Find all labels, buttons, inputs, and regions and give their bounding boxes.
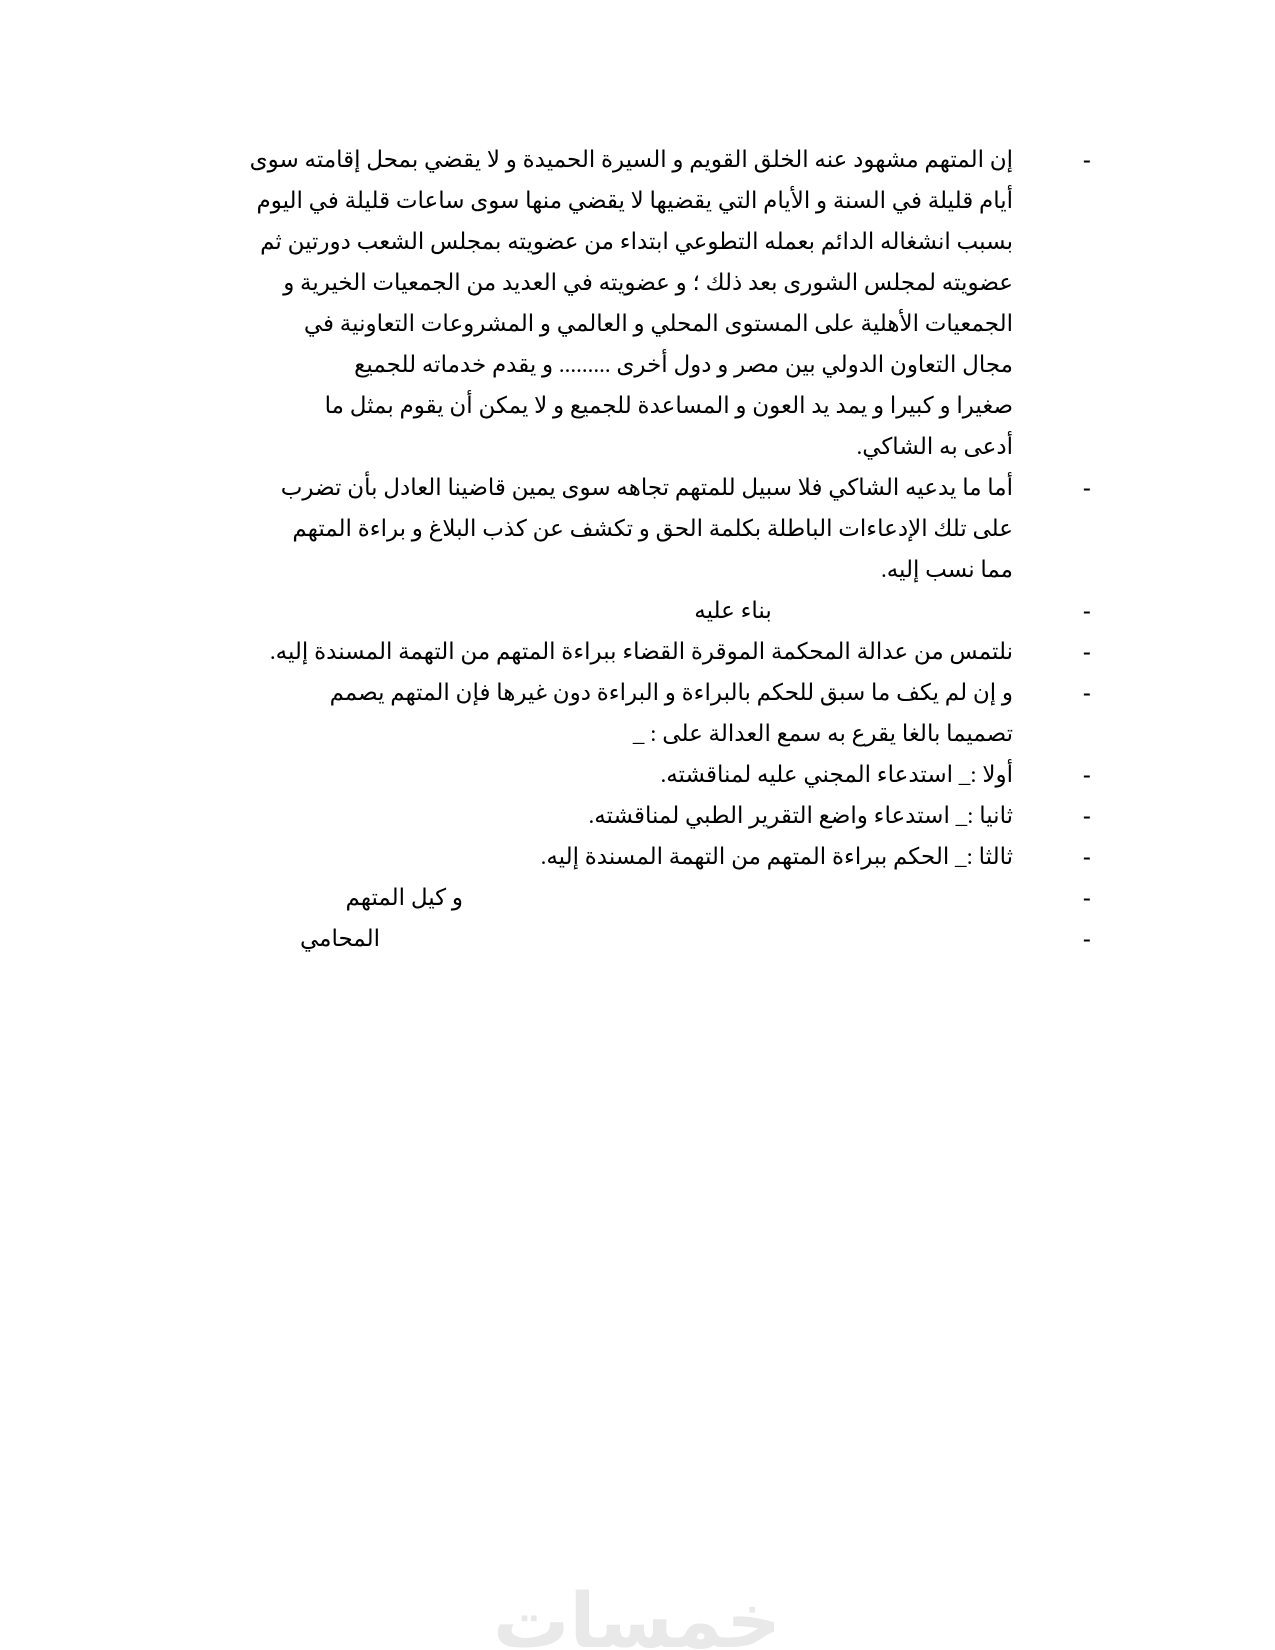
- text-line: ثانيا :_ استدعاء واضع التقرير الطبي لمناقشته.: [588, 803, 1013, 828]
- text-line: صغيرا و كبيرا و يمد يد العون و المساعدة للجميع و لا يمكن أن يقوم بمثل ما: [324, 393, 1013, 418]
- dash-bullet: -: [1083, 844, 1091, 869]
- bullet-item-conduct: [170, 139, 1097, 467]
- paragraph-plea: [170, 631, 1013, 672]
- paragraph-conduct: [170, 139, 1013, 467]
- memo-body: [170, 139, 1097, 959]
- dash-bullet: -: [1083, 762, 1091, 787]
- signature-agent: [170, 877, 1013, 918]
- text-line: نلتمس من عدالة المحكمة الموقرة القضاء ببراءة المتهم من التهمة المسندة إليه.: [269, 639, 1013, 664]
- text-line: إن المتهم مشهود عنه الخلق القويم و السيرة الحميدة و لا يقضي بمحل إقامته سوى: [249, 147, 1013, 172]
- paragraph-request-third: [170, 836, 1013, 877]
- bullet-item-plea: [170, 631, 1097, 672]
- dash-bullet: -: [1083, 475, 1091, 500]
- dash-bullet: -: [1083, 885, 1091, 910]
- signature-lawyer: [170, 918, 1013, 959]
- text-line: المحامي: [299, 926, 380, 951]
- paragraph-request-first: [170, 754, 1013, 795]
- text-line: مما نسب إليه.: [880, 557, 1013, 582]
- text-line: بناء عليه: [694, 598, 772, 623]
- bullet-item-request-second: [170, 795, 1097, 836]
- text-line: أيام قليلة في السنة و الأيام التي يقضيها لا يقضي منها سوى ساعات قليلة في اليوم: [256, 188, 1013, 213]
- bullet-item-signature-lawyer: [170, 918, 1097, 959]
- bullet-item-signature-agent: [170, 877, 1097, 918]
- khamsat-watermark: خمسات: [493, 1576, 781, 1650]
- dash-bullet: -: [1083, 598, 1091, 623]
- text-line: مجال التعاون الدولي بين مصر و دول أخرى ......... و يقدم خدماته للجميع: [354, 352, 1013, 377]
- text-line: على تلك الإدعاءات الباطلة بكلمة الحق و تكشف عن كذب البلاغ و براءة المتهم: [292, 516, 1013, 541]
- dash-bullet: -: [1083, 680, 1091, 705]
- text-line: و إن لم يكف ما سبق للحكم بالبراءة و البراءة دون غيرها فإن المتهم يصمم: [329, 680, 1013, 705]
- text-line: عضويته لمجلس الشورى بعد ذلك ؛ و عضويته في العديد من الجمعيات الخيرية و: [283, 270, 1013, 295]
- dash-bullet: -: [1083, 803, 1091, 828]
- therefore-heading: [170, 590, 1013, 631]
- bullet-item-alternative: [170, 672, 1097, 754]
- paragraph-request-second: [170, 795, 1013, 836]
- text-line: ثالثا :_ الحكم ببراءة المتهم من التهمة المسندة إليه.: [540, 844, 1013, 869]
- dash-bullet: -: [1083, 926, 1091, 951]
- text-line: و كيل المتهم: [345, 885, 463, 910]
- text-line: أولا :_ استدعاء المجني عليه لمناقشته.: [660, 762, 1013, 787]
- bullet-item-rebuttal: [170, 467, 1097, 590]
- text-line: الجمعيات الأهلية على المستوى المحلي و العالمي و المشروعات التعاونية في: [303, 311, 1013, 336]
- bullet-item-request-third: [170, 836, 1097, 877]
- bullet-item-request-first: [170, 754, 1097, 795]
- paragraph-alternative: [170, 672, 1013, 754]
- text-line: تصميما بالغا يقرع به سمع العدالة على : _: [632, 721, 1013, 746]
- text-line: أدعى به الشاكي.: [856, 434, 1013, 459]
- text-line: بسبب انشغاله الدائم بعمله التطوعي ابتداء من عضويته بمجلس الشعب دورتين ثم: [260, 229, 1013, 254]
- paragraph-rebuttal: [170, 467, 1013, 590]
- text-line: أما ما يدعيه الشاكي فلا سبيل للمتهم تجاهه سوى يمين قاضينا العادل بأن تضرب: [280, 475, 1013, 500]
- bullet-item-therefore: [170, 590, 1097, 631]
- dash-bullet: -: [1083, 639, 1091, 664]
- dash-bullet: -: [1083, 147, 1091, 172]
